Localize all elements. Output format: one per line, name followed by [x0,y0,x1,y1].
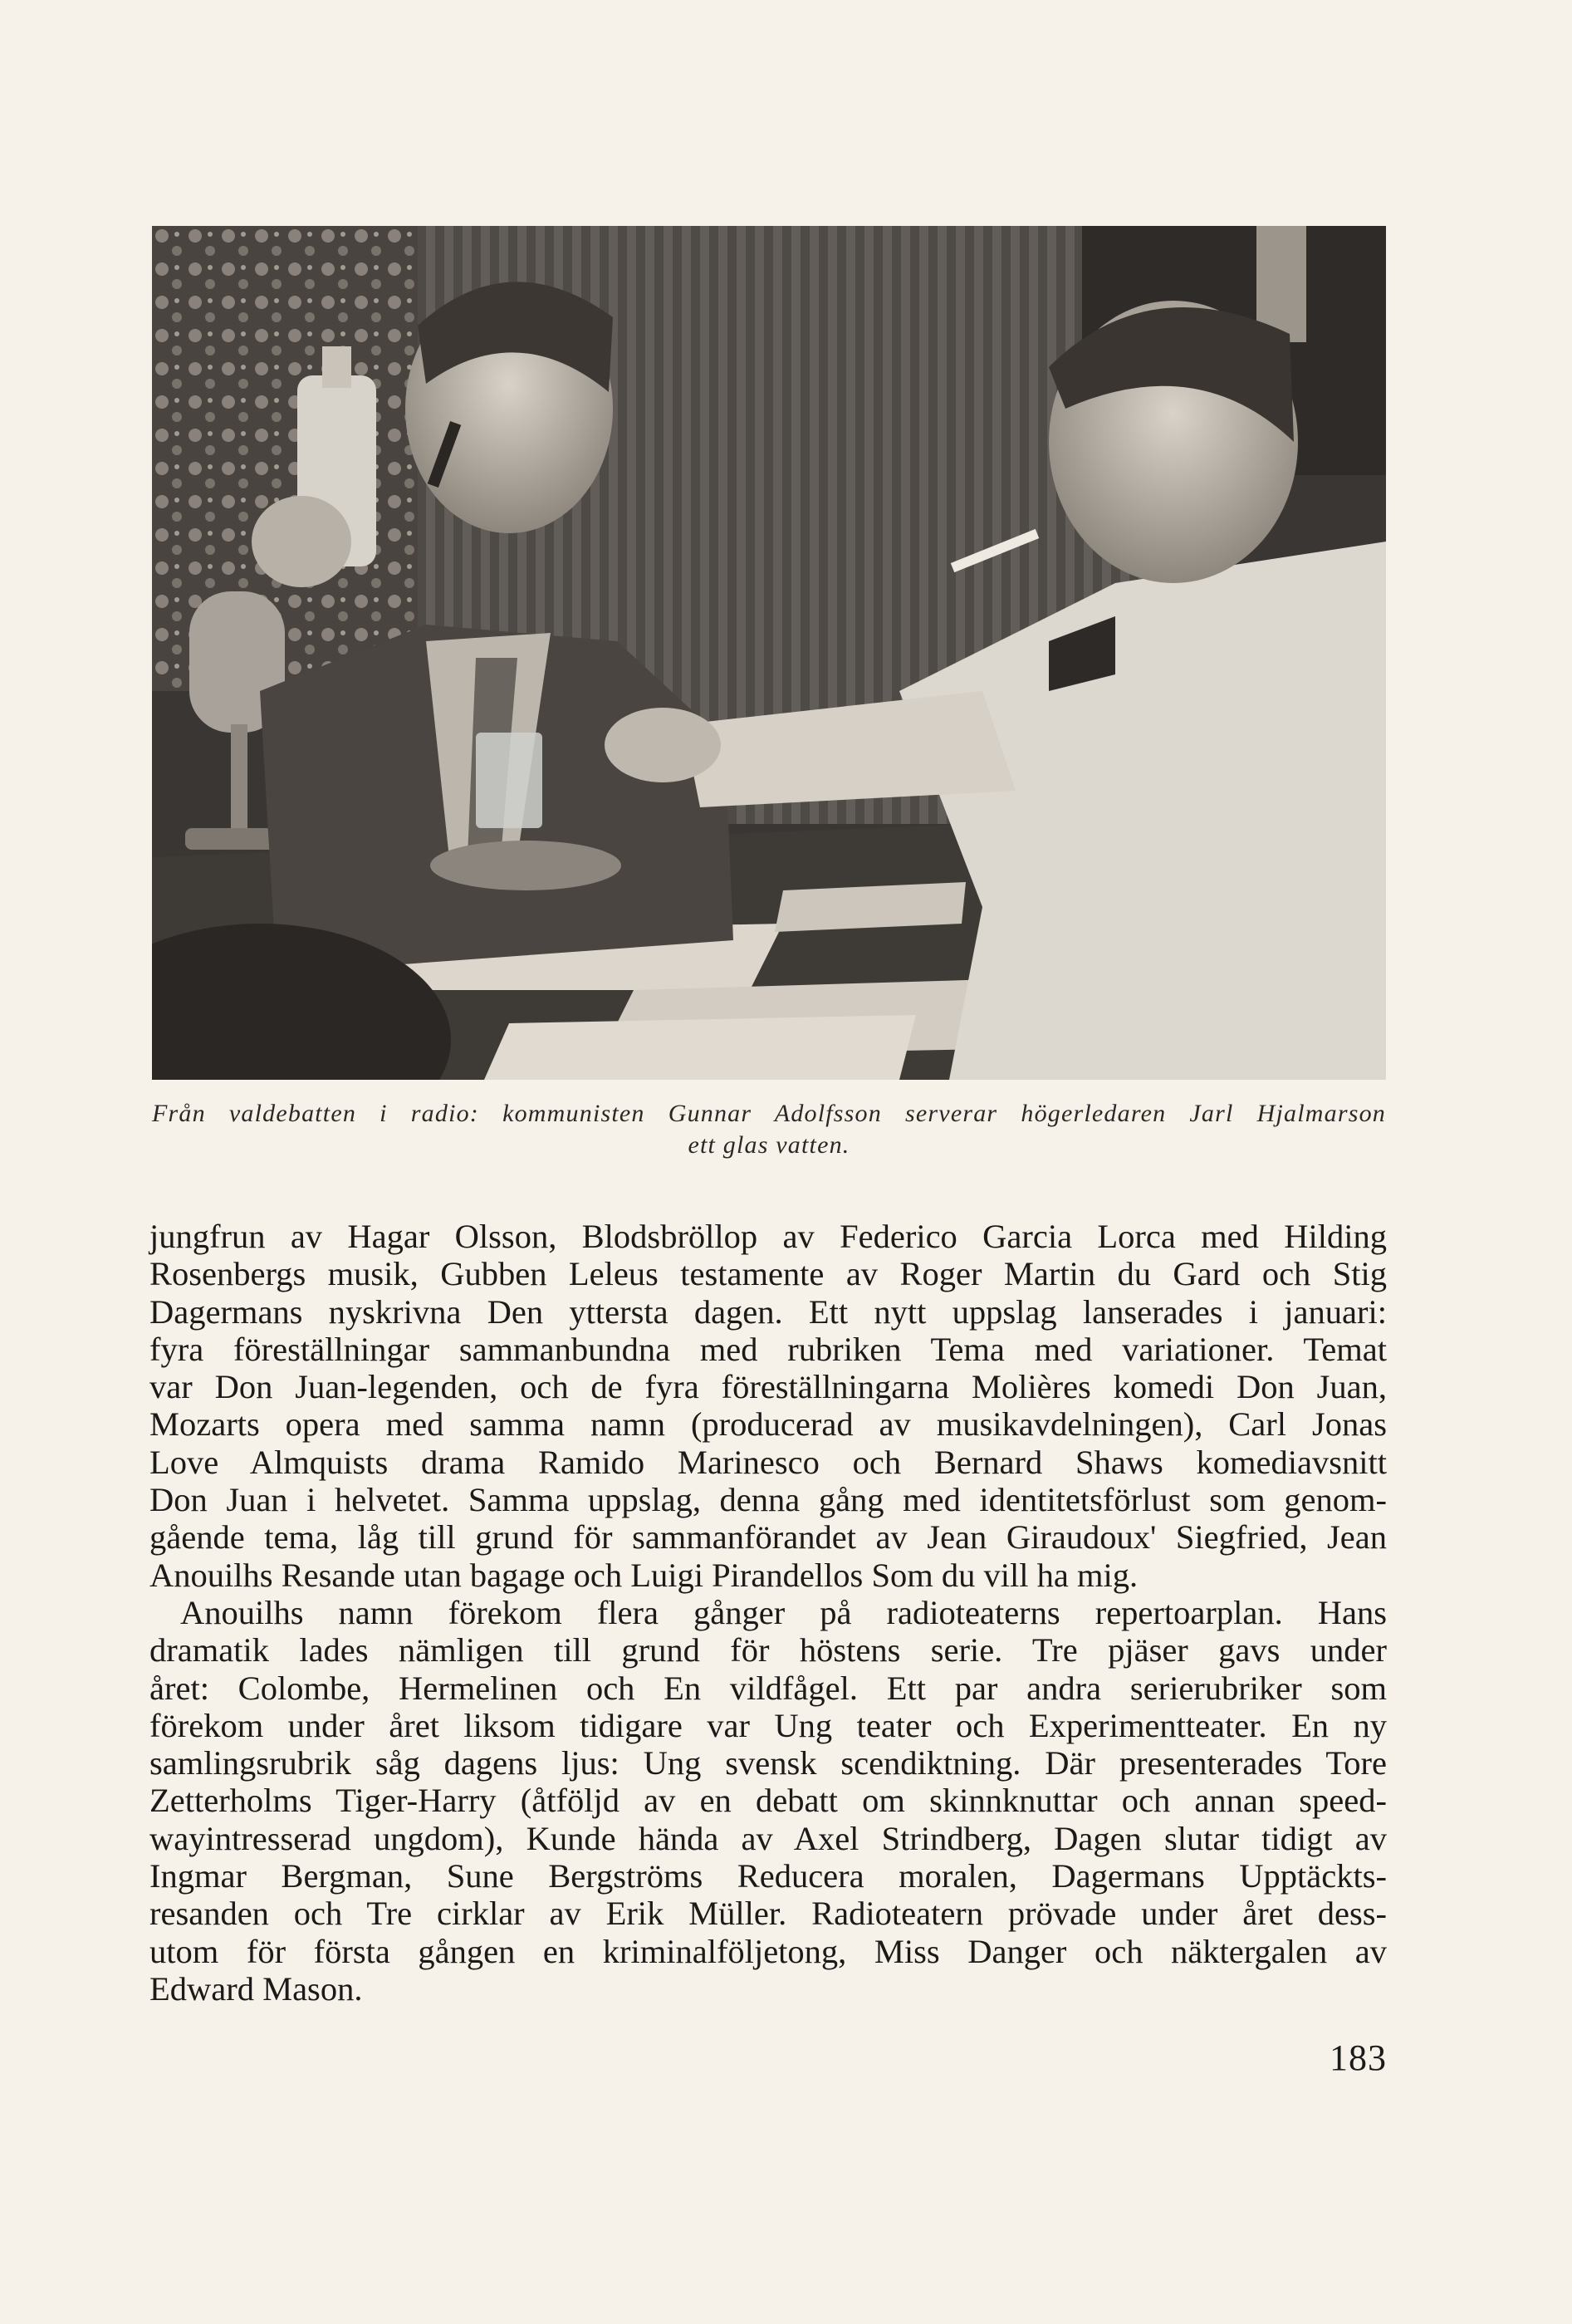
text-line: Don Juan i helvetet. Samma uppslag, denna gång med identitetsförlust som genom- [149,1481,1387,1519]
radio-debate-photo [152,226,1386,1080]
text-line: Edward Mason. [149,1969,363,2008]
text-line: gående tema, låg till grund för sammanförandet av Jean Giraudoux' Siegfried, Jean [149,1518,1387,1557]
caption-line-2: ett glas vatten. [688,1131,850,1159]
text-line: året: Colombe, Hermelinen och En vildfågel. Ett par andra serierubriker som [149,1669,1387,1707]
caption-line-1: Från valdebatten i radio: kommunisten Gunnar Adolfsson serverar högerledaren Jarl Hjalmarson [152,1100,1386,1127]
text-line: resanden och Tre cirklar av Erik Müller. Radioteatern prövade under året dess- [149,1895,1387,1933]
body-text [149,1218,1387,2008]
text-line: samlingsrubrik såg dagens ljus: Ung svensk scendiktning. Där presenterades Tore [149,1744,1387,1782]
text-line: Love Almquists drama Ramido Marinesco och Bernard Shaws komediavsnitt [149,1443,1387,1481]
text-line: var Don Juan-legenden, och de fyra föreställningarna Molières komedi Don Juan, [149,1368,1387,1406]
photograph [152,226,1386,1080]
text-line: dramatik lades nämligen till grund för höstens serie. Tre pjäser gavs under [149,1631,1387,1669]
text-line: Anouilhs namn förekom flera gånger på radioteaterns repertoarplan. Hans [180,1593,1387,1631]
text-line: Mozarts opera med samma namn (producerad av musikavdelningen), Carl Jonas [149,1405,1387,1444]
text-line: Anouilhs Resande utan bagage och Luigi Pirandellos Som du vill ha mig. [149,1556,1139,1594]
text-line: utom för första gången en kriminalföljetong, Miss Danger och näktergalen av [149,1932,1387,1970]
page-number: 183 [1330,2037,1387,2078]
text-line: förekom under året liksom tidigare var Ung teater och Experimentteater. En ny [149,1706,1387,1744]
photo-caption [152,1098,1386,1161]
text-line: Rosenbergs musik, Gubben Leleus testamente av Roger Martin du Gard och Stig [149,1255,1387,1293]
text-line: Dagermans nyskrivna Den yttersta dagen. Ett nytt uppslag lanserades i januari: [149,1292,1387,1331]
text-line: Ingmar Bergman, Sune Bergströms Reducera moralen, Dagermans Upptäckts- [149,1857,1387,1895]
text-line: wayintresserad ungdom), Kunde hända av Axel Strindberg, Dagen slutar tidigt av [149,1819,1387,1857]
text-line: jungfrun av Hagar Olsson, Blodsbröllop av Federico Garcia Lorca med Hilding [149,1218,1387,1255]
text-line: fyra föreställningar sammanbundna med rubriken Tema med variationer. Temat [149,1330,1387,1368]
text-line: Zetterholms Tiger-Harry (åtföljd av en debatt om skinnknuttar och annan speed- [149,1782,1387,1820]
